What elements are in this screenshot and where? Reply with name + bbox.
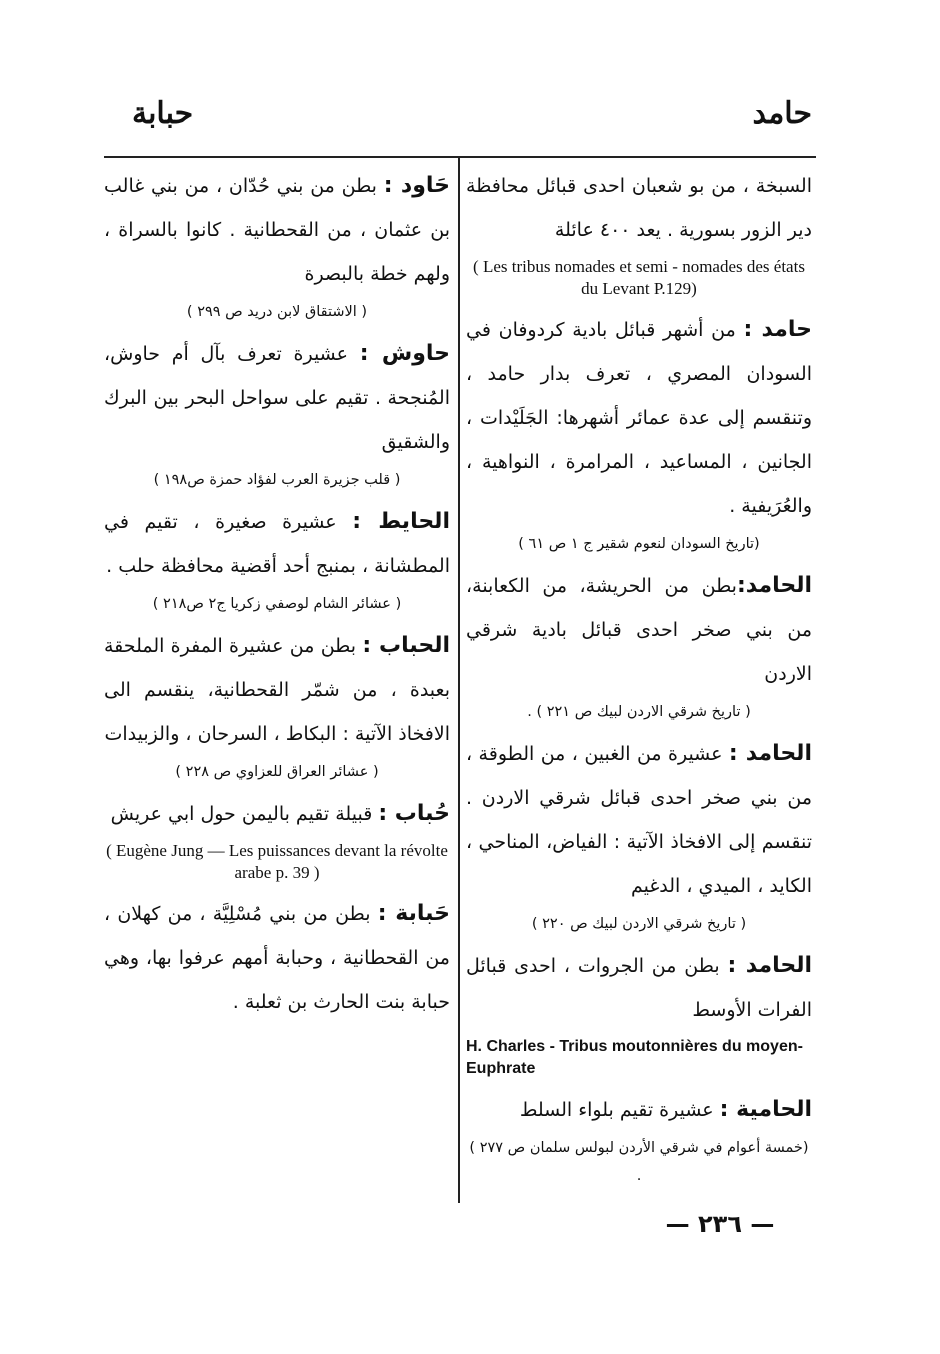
source-citation: ( الاشتقاق لابن دريد ص ٢٩٩ ) [186,304,368,320]
running-header-left: حبابة [132,96,194,131]
right-column [466,164,812,1196]
entry-paragraph [466,164,812,252]
latin-citation: ( Les tribus nomades et semi - nomades des états du Levant P.129) [473,257,805,298]
entry-paragraph [104,164,450,296]
latin-citation: ( Eugène Jung — Les puissances devant la révolte arabe p. 39 ) [106,841,448,882]
source-citation: (خمسة أعوام في شرقي الأردن لبولس سلمان ص ٢٧٧ ) . [469,1140,809,1184]
latin-citation: H. Charles - Tribus moutonnières du moyen- Euphrate [466,1038,803,1077]
source-citation: ( تاريخ شرقي الاردن لبيك ص ٢٢٠ ) [531,916,747,932]
left-column [104,164,450,1024]
source-citation: ( عشائر العراق للعزاوي ص ٢٢٨ ) [175,764,379,780]
running-header-right: حامد [752,96,812,131]
entry-headword: حَبابة : [377,901,450,926]
entry-text: بطن من عشيرة المفرة الملحقة بعبدة ، من شمّر القحطانية، ينقسم الى الافخاذ الآتية : البكاط ، السرحان ، والزبيدات [104,635,450,745]
entry-text: من أشهر قبائل بادية كردوفان في السودان المصري ، تعرف بدار حامد ، وتنقسم إلى عدة عمائر أشهرها: الجَلَيْدات ، الجانين ، المساعيد ، المرامرة ، النواهية ، والعُرَيفية . [466,319,812,517]
entry-text: بطن من الجروات ، احدى قبائل الفرات الأوسط [466,955,812,1021]
entry-paragraph [104,332,450,464]
entry-text: عشيرة تعرف بآل أم حاوش، المُنجحة . تقيم على سواحل البحر بين البرك والشقيق [104,343,450,453]
entry-text: بطن من الحريشة، من الكعابنة، من بني صخر احدى قبائل بادية شرقي الاردن [466,575,812,685]
entry-headword: الحامد : [727,953,812,978]
entry-paragraph [466,564,812,696]
source-citation: ( عشائر الشام لوصفي زكريا ج٢ ص٢١٨ ) [152,596,402,612]
entry-headword: الحباب : [362,633,451,658]
entry-paragraph [104,792,450,836]
entry-text: قبيلة تقيم باليمن حول ابي عريش [110,803,379,825]
page-number: — ٢٣٦ — [665,1210,775,1238]
source-citation: ( تاريخ شرقي الاردن لبيك ص ٢٢١ ) . [527,704,751,720]
entry-text: عشيرة صغيرة ، تقيم في المطشانة ، بمنبج أحد أقضية محافظة حلب . [104,511,450,577]
header-rule [104,156,816,158]
entry-text: بطن من بني حُدّان ، من بني غالب بن عثمان ، من القحطانية . كانوا بالسراة ، ولهم خطة بالبصرة [104,175,450,285]
entry-text: عشيرة تقيم بلواء السلط [519,1099,720,1121]
entry-paragraph [104,624,450,756]
entry-paragraph [466,944,812,1032]
entry-paragraph [466,1088,812,1132]
source-citation: (تاريخ السودان لنعوم شقير ج ١ ص ٦١ ) [518,536,760,552]
entry-paragraph [466,308,812,528]
entry-text: بطن من بني مُسْلِيَّة ، من كهلان ، من القحطانية ، وحبابة أمهم عرفوا بها، وهي حبابة بنت الحارث بن ثعلبة . [104,903,450,1013]
entry-paragraph [466,732,812,908]
entry-headword: الحامد: [736,573,812,598]
source-citation: ( قلب جزيرة العرب لفؤاد حمزة ص١٩٨ ) [153,472,401,488]
entry-headword: حَاود : [383,173,450,198]
column-divider [458,158,460,1203]
entry-headword: حامد : [743,317,812,342]
entry-paragraph [104,500,450,588]
entry-paragraph [104,892,450,1024]
entry-headword: حاوش : [359,341,450,366]
entry-text: السبخة ، من بو شعبان احدى قبائل محافظة دير الزور بسورية . يعد ٤٠٠ عائلة [466,175,812,241]
entry-text: عشيرة من الغبين ، من الطوقة ، من بني صخر احدى قبائل شرقي الاردن . تنقسم إلى الافخاذ الآتية : الفياض، المناحي ، الكايد ، الميدي ، الدغيم [466,743,812,897]
entry-headword: الحامد : [728,741,812,766]
entry-headword: حُباب : [378,801,450,826]
entry-headword: الحامية : [719,1097,812,1122]
entry-headword: الحايط : [352,509,450,534]
